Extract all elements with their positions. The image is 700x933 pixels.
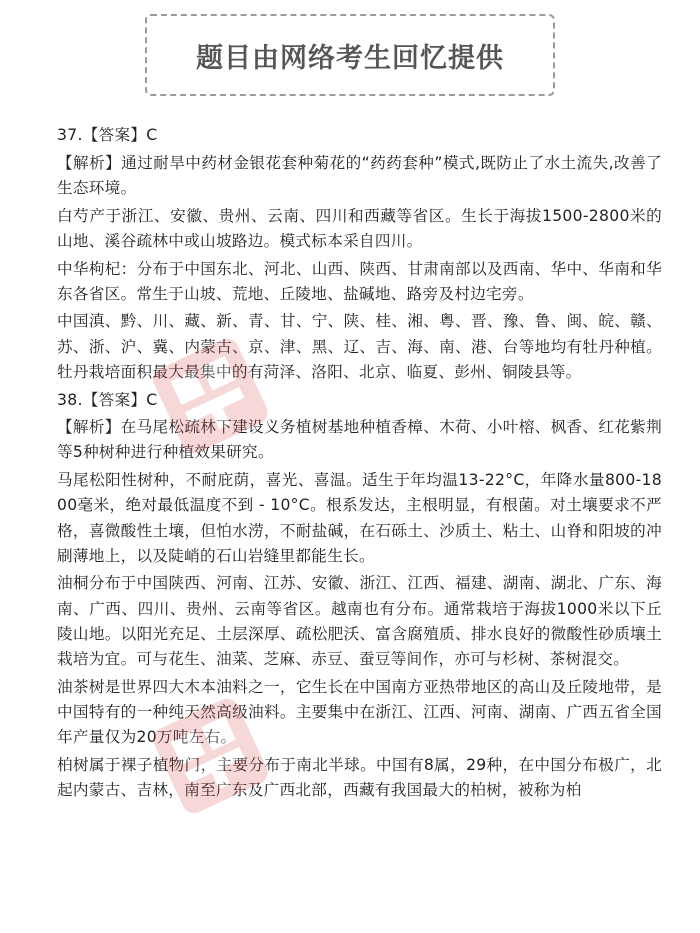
paragraph: 马尾松阳性树种，不耐庇荫，喜光、喜温。适生于年均温13-22°C，年降水量800-1800毫米，绝对最低温度不到 - 10°C。根系发达，主根明显，有根菌。对土壤要求不严格，喜微酸性土壤，但怕水涝，不耐盐碱，在石砾土、沙质土、粘土、山脊和阳坡的冲刷薄地上，以及陡峭的石山岩缝里都能生长。 [57, 471, 662, 565]
question-38 [57, 388, 662, 804]
paragraph: 【解析】通过耐旱中药材金银花套种菊花的“药药套种”模式,既防止了水土流失,改善了生态环境。 [57, 153, 662, 197]
question-37 [57, 123, 662, 385]
paragraph: 白芍产于浙江、安徽、贵州、云南、四川和西藏等省区。生长于海拔1500-2800米的山地、溪谷疏林中或山坡路边。模式标本采自四川。 [57, 206, 662, 250]
header-banner [145, 14, 555, 96]
paragraph: 油桐分布于中国陕西、河南、江苏、安徽、浙江、江西、福建、湖南、湖北、广东、海南、广西、四川、贵州、云南等省区。越南也有分布。通常栽培于海拔1000米以下丘陵山地。以阳光充足、土层深厚、疏松肥沃、富含腐殖质、排水良好的微酸性砂质壤土栽培为宜。可与花生、油菜、芝麻、赤豆、蚕豆等间作，亦可与杉树、茶树混交。 [57, 574, 662, 669]
paragraph: 中华枸杞：分布于中国东北、河北、山西、陕西、甘肃南部以及西南、华中、华南和华东各省区。常生于山坡、荒地、丘陵地、盐碱地、路旁及村边宅旁。 [57, 259, 662, 303]
paragraph: 中国滇、黔、川、藏、新、青、甘、宁、陕、桂、湘、粤、晋、豫、鲁、闽、皖、赣、苏、浙、沪、冀、内蒙古、京、津、黑、辽、吉、海、南、港、台等地均有牡丹种植。牡丹栽培面积最大最集中的有菏泽、洛阳、北京、临夏、彭州、铜陵县等。 [57, 312, 662, 381]
paragraph: 柏树属于裸子植物门，主要分布于南北半球。中国有8属，29种，在中国分布极广，北起内蒙古、吉林，南至广东及广西北部，西藏有我国最大的柏树，被称为柏 [57, 755, 662, 800]
document-body [57, 123, 662, 806]
answer-line: 38.【答案】C [57, 390, 158, 409]
answer-line: 37.【答案】C [57, 126, 158, 144]
paragraph: 【解析】在马尾松疏林下建设义务植树基地种植香樟、木荷、小叶榕、枫香、红花紫荆等5种树种进行种植效果研究。 [57, 418, 662, 462]
paragraph: 油茶树是世界四大木本油料之一，它生长在中国南方亚热带地区的高山及丘陵地带，是中国特有的一种纯天然高级油料。主要集中在浙江、江西、河南、湖南、广西五省全国年产量仅为20万吨左右。 [57, 677, 662, 747]
page-title: 题目由网络考生回忆提供 [196, 42, 504, 74]
